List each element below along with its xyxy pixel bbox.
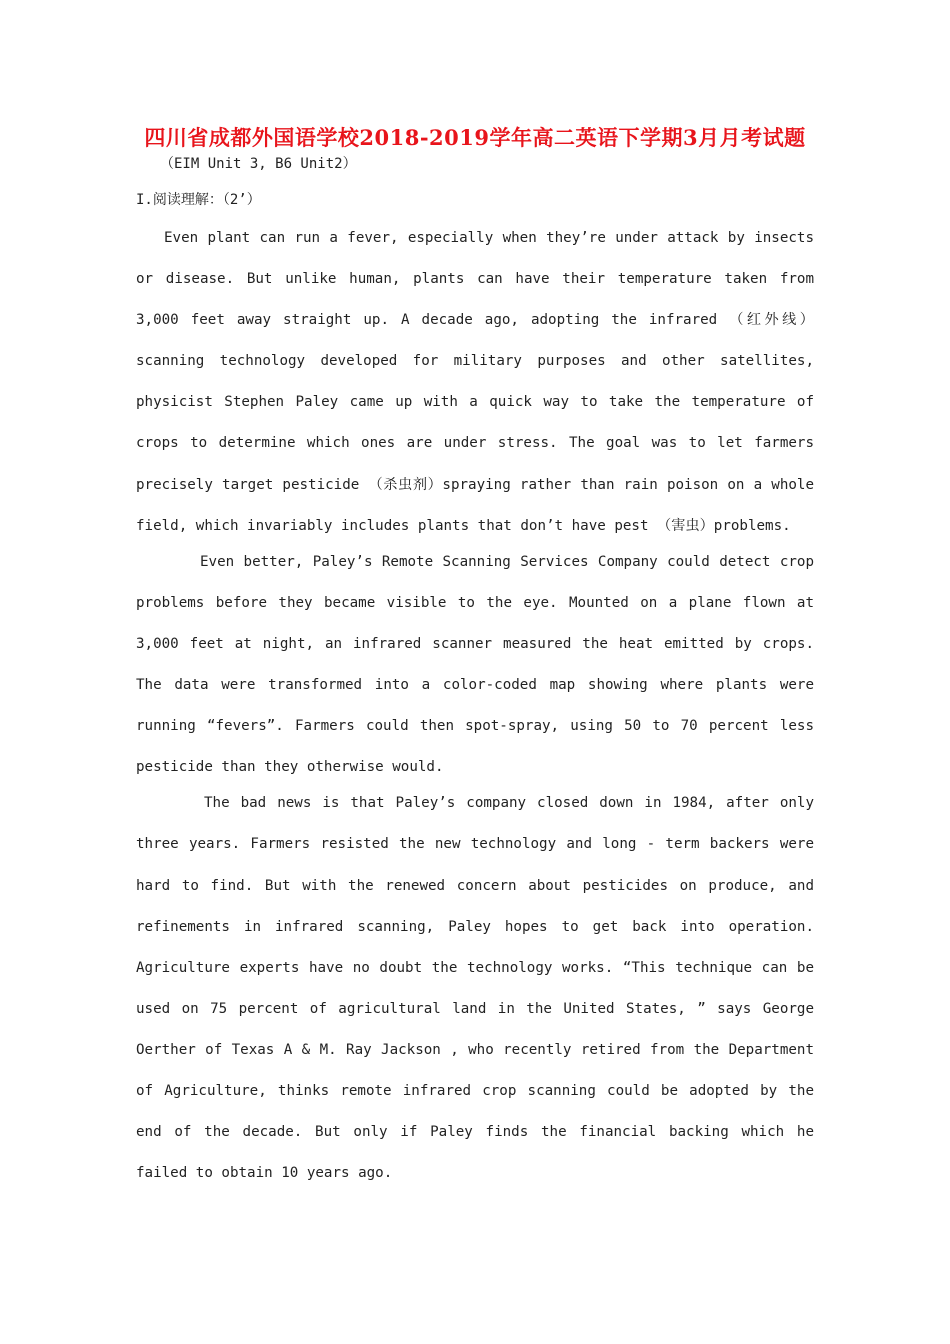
document-title: 四川省成都外国语学校2018-2019学年高二英语下学期3月月考试题: [144, 125, 806, 150]
paragraph-2: Even better, Paley’s Remote Scanning Services Company could detect crop problems before they became visible to the eye. Mounted on a plane flown at 3,000 feet at night, an infrared scanner measured the heat emitted by crops. The data were transformed into a color-coded map showing where plants were running “fevers”. Farmers could then spot-spray, using 50 to 70 percent less pesticide than they otherwise would.: [136, 553, 814, 776]
paragraph-1: Even plant can run a fever, especially when they’re under attack by insects or disease. But unlike human, plants can have their temperature taken from 3,000 feet away straight up. A decade ago, adopting the infrared （红外线）scanning technology developed for military purposes and other satellites, physicist Stephen Paley came up with a quick way to take the temperature of crops to determine which ones are under stress. The goal was to let farmers precisely target pesticide （杀虫剂）spraying rather than rain poison on a whole field, which invariably includes plants that don’t have pest （害虫）problems.: [136, 230, 814, 534]
reading-passage: [136, 218, 814, 1194]
section-heading: I.阅读理解：（2’）: [136, 192, 261, 208]
paragraph-3: The bad news is that Paley’s company closed down in 1984, after only three years. Farmers resisted the new technology and long - term backers were hard to find. But with the renewed concern about pesticides on produce, and refinements in infrared scanning, Paley hopes to get back into operation. Agriculture experts have no doubt the technology works. “This technique can be used on 75 percent of agricultural land in the United States, ” says George Oerther of Texas A & M. Ray Jackson , who recently retired from the Department of Agriculture, thinks remote infrared crop scanning could be adopted by the end of the decade. But only if Paley finds the financial backing which he failed to obtain 10 years ago.: [136, 795, 814, 1182]
document-subtitle: （EIM Unit 3, B6 Unit2）: [160, 156, 357, 172]
